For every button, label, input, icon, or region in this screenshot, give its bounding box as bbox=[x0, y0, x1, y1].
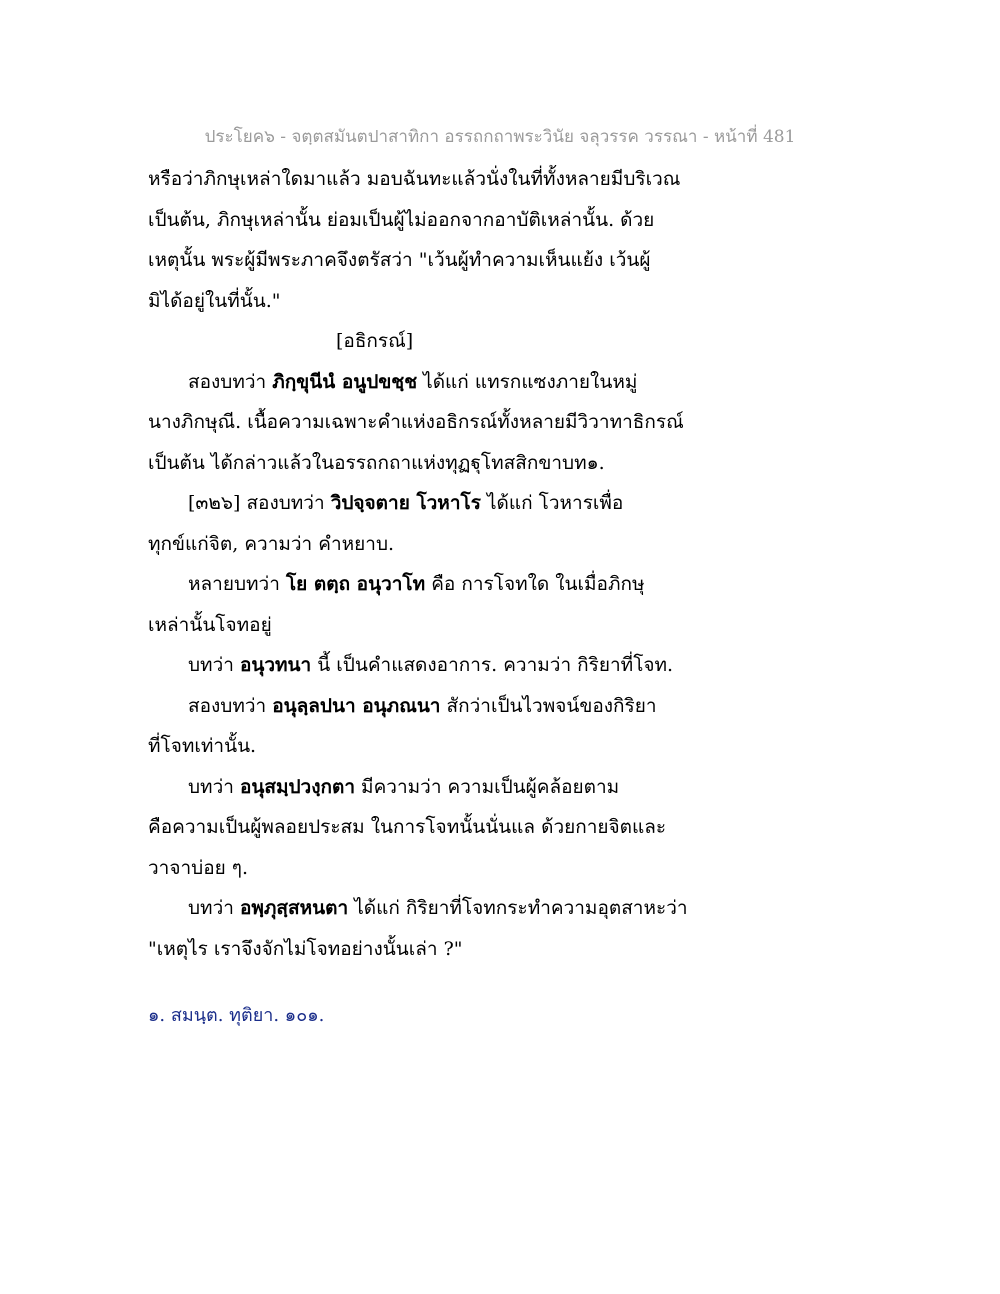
text-run: [๓๒๖] สองบทว่า bbox=[188, 492, 331, 514]
pali-term: อนุวทนา bbox=[239, 654, 312, 676]
text-line: ทุกข์แก่จิต, ความว่า คำหยาบ. bbox=[148, 532, 395, 555]
text-run: บทว่า bbox=[188, 775, 240, 798]
paragraph-line bbox=[148, 483, 708, 524]
text-run: สองบทว่า bbox=[188, 694, 273, 717]
text-line: เหล่านั้นโจทอยู่ bbox=[148, 613, 272, 636]
footnote: ๑. สมนฺต. ทุติยา. ๑๐๑. bbox=[148, 1005, 325, 1026]
pali-term: อนุลฺลปนา อนุภณนา bbox=[272, 694, 441, 717]
text-run: ได้แก่ แทรกแซงภายในหมู่ bbox=[417, 370, 638, 393]
pali-term: โย ตตฺถ อนุวาโท bbox=[285, 573, 426, 595]
text-line: มิได้อยู่ในที่นั้น." bbox=[148, 289, 281, 312]
text-line: "เหตุไร เราจึงจักไม่โจทอย่างนั้นเล่า ?" bbox=[148, 937, 463, 960]
text-line: เหตุนั้น พระผู้มีพระภาคจึงตรัสว่า "เว้นผู้ทำความเห็นแย้ง เว้นผู้ bbox=[148, 249, 651, 271]
pali-term: อนุสมฺปวงฺกตา bbox=[239, 775, 356, 798]
text-run: หลายบทว่า bbox=[188, 573, 286, 595]
text-line: คือความเป็นผู้พลอยประสม ในการโจทนั้นนั่นแล ด้วยกายจิตและ bbox=[148, 816, 667, 838]
text-run: นี้ เป็นคำแสดงอาการ. ความว่า กิริยาที่โจท. bbox=[311, 654, 674, 676]
text-line: เป็นต้น, ภิกษุเหล่านั้น ย่อมเป็นผู้ไม่ออกจากอาบัติเหล่านั้น. ด้วย bbox=[148, 208, 655, 231]
body-text bbox=[148, 159, 708, 969]
text-line: เป็นต้น ได้กล่าวแล้วในอรรถกถาแห่งทุฏฐุโทสสิกขาบท๑. bbox=[148, 451, 605, 474]
text-line: หรือว่าภิกษุเหล่าใดมาแล้ว มอบฉันทะแล้วนั่งในที่ทั้งหลายมีบริเวณ bbox=[148, 168, 681, 190]
pali-term: อพฺภุสฺสหนตา bbox=[239, 897, 349, 919]
text-line: วาจาบ่อย ๆ. bbox=[148, 856, 249, 879]
paragraph-line bbox=[148, 686, 708, 727]
text-run: ได้แก่ กิริยาที่โจทกระทำความอุตสาหะว่า bbox=[348, 897, 688, 919]
paragraph-line bbox=[148, 888, 708, 929]
paragraph-line bbox=[148, 564, 708, 605]
text-run: คือ การโจทใด ในเมื่อภิกษุ bbox=[425, 573, 645, 595]
section-heading: [อธิกรณ์] bbox=[336, 330, 414, 352]
text-run: มีความว่า ความเป็นผู้คล้อยตาม bbox=[355, 775, 620, 798]
text-run: สักว่าเป็นไวพจน์ของกิริยา bbox=[440, 694, 657, 717]
text-line: นางภิกษุณี. เนื้อความเฉพาะคำแห่งอธิกรณ์ทั้งหลายมีวิวาทาธิกรณ์ bbox=[148, 411, 684, 433]
text-run: บทว่า bbox=[188, 654, 240, 676]
pali-term: ภิกฺขุนีนํ อนูปขชฺช bbox=[272, 370, 418, 393]
pali-term: วิปจฺจตาย โวหาโร bbox=[330, 492, 481, 514]
paragraph-line bbox=[148, 362, 708, 403]
text-run: บทว่า bbox=[188, 897, 240, 919]
paragraph-line bbox=[148, 645, 708, 686]
text-line: ที่โจทเท่านั้น. bbox=[148, 735, 257, 757]
running-header: ประโยค๖ - จตฺตสมันตปาสาทิกา อรรถกถาพระวินัย จลุวรรค วรรณา - หน้าที่ 481 bbox=[204, 127, 796, 147]
text-run: ได้แก่ โวหารเพื่อ bbox=[480, 492, 624, 514]
text-run: สองบทว่า bbox=[188, 370, 273, 393]
paragraph-line bbox=[148, 767, 708, 808]
